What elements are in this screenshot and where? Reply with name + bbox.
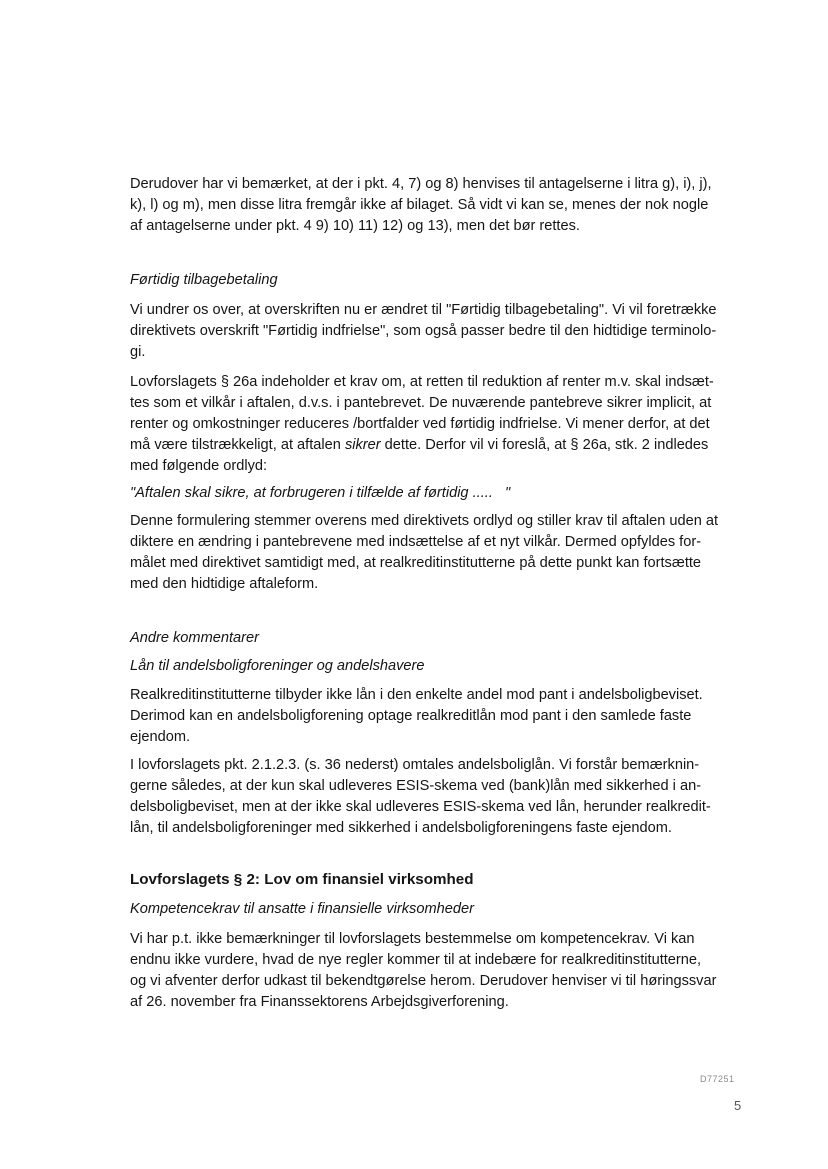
quoted-proposal: "Aftalen skal sikre, at forbrugeren i tilfælde af førtidig ..... ": [130, 485, 511, 501]
text-run: må være tilstrækkeligt, at aftalen: [130, 437, 345, 453]
paragraph-line: gi.: [130, 344, 146, 360]
subsection-heading: Lån til andelsboligforeninger og andelshavere: [130, 658, 425, 674]
text-run: dette. Derfor vil vi foreslå, at § 26a, stk. 2 indledes: [380, 437, 709, 453]
paragraph-line: [130, 436, 708, 454]
paragraph-line: med den hidtidige aftaleform.: [130, 576, 319, 592]
page-number: 5: [734, 1098, 742, 1113]
document-id: D77251: [700, 1074, 735, 1084]
paragraph-line: Vi har p.t. ikke bemærkninger til lovforslagets bestemmelse om kompetencekrav. Vi kan: [130, 931, 695, 947]
paragraph-line: gerne således, at der kun skal udleveres ESIS-skema ved (bank)lån med sikkerhed i an-: [130, 778, 702, 794]
paragraph-line: endnu ikke vurdere, hvad de nye regler kommer til at indebære for realkreditinstitutterne,: [130, 952, 702, 968]
paragraph-line: direktivets overskrift "Førtidig indfrielse", som også passer bedre til den hidtidige terminolo-: [130, 323, 717, 339]
paragraph-line: målet med direktivet samtidigt med, at realkreditinstitutterne på dette punkt kan fortsætte: [130, 555, 702, 571]
paragraph-line: Derudover har vi bemærket, at der i pkt. 4, 7) og 8) henvises til antagelserne i litra g), i), j),: [130, 176, 712, 192]
paragraph-line: Vi undrer os over, at overskriften nu er ændret til "Førtidig tilbagebetaling". Vi vil foretrække: [130, 302, 717, 318]
paragraph-line: og vi afventer derfor udkast til bekendtgørelse herom. Derudover henviser vi til høringssvar: [130, 973, 717, 989]
subsection-heading: Kompetencekrav til ansatte i finansielle virksomheder: [130, 901, 474, 917]
paragraph-line: Lovforslagets § 26a indeholder et krav om, at retten til reduktion af renter m.v. skal indsæt-: [130, 374, 714, 390]
paragraph-line: delsboligbeviset, men at der ikke skal udleveres ESIS-skema ved lån, herunder realkredit-: [130, 799, 711, 815]
paragraph-line: renter og omkostninger reduceres /bortfalder ved førtidig indfrielse. Vi mener derfor, at det: [130, 416, 710, 432]
section-heading: Førtidig tilbagebetaling: [130, 272, 278, 288]
paragraph-line: Realkreditinstitutterne tilbyder ikke lån i den enkelte andel mod pant i andelsboligbeviset.: [130, 687, 703, 703]
paragraph-line: diktere en ændring i pantebrevene med indsættelse af et nyt vilkår. Dermed opfyldes for-: [130, 534, 702, 550]
section-heading: Andre kommentarer: [130, 630, 259, 646]
paragraph-line: ejendom.: [130, 729, 191, 745]
paragraph-line: Denne formulering stemmer overens med direktivets ordlyd og stiller krav til aftalen uden at: [130, 513, 719, 529]
paragraph-line: af 26. november fra Finanssektorens Arbejdsgiverforening.: [130, 994, 509, 1010]
paragraph-line: af antagelserne under pkt. 4 9) 10) 11) 12) og 13), men det bør rettes.: [130, 218, 580, 234]
paragraph-line: Derimod kan en andelsboligforening optage realkreditlån mod pant i den samlede faste: [130, 708, 692, 724]
paragraph-line: lån, til andelsboligforeninger med sikkerhed i andelsboligforeningens faste ejendom.: [130, 820, 672, 836]
paragraph-line: k), l) og m), men disse litra fremgår ikke af bilaget. Så vidt vi kan se, menes der nok nogle: [130, 197, 709, 213]
section-heading: Lovforslagets § 2: Lov om finansiel virksomhed: [130, 871, 474, 888]
paragraph-line: I lovforslagets pkt. 2.1.2.3. (s. 36 nederst) omtales andelsboliglån. Vi forstår bemærknin-: [130, 757, 700, 773]
paragraph-line: tes som et vilkår i aftalen, d.v.s. i pantebrevet. De nuværende pantebreve sikrer implicit, at: [130, 395, 712, 411]
emphasized-text: sikrer: [344, 437, 381, 453]
paragraph-line: med følgende ordlyd:: [130, 458, 268, 474]
